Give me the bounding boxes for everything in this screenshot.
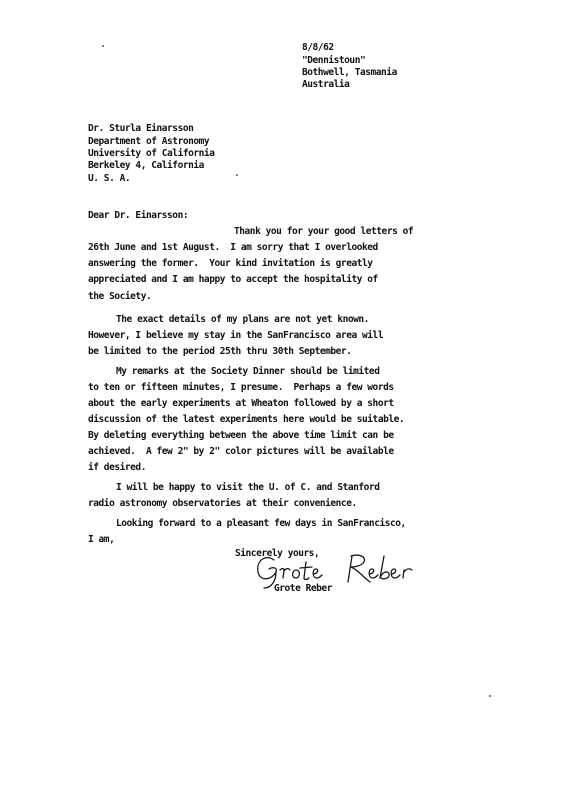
paragraph-1-line: appreciated and I am happy to accept the hospitality of — [88, 274, 378, 285]
paragraph-1-line: Thank you for your good letters of — [234, 226, 414, 237]
paragraph-1-line: 26th June and 1st August. I am sorry that I overlooked — [88, 242, 378, 253]
salutation: Dear Dr. Einarsson: — [88, 210, 189, 221]
paragraph-3-line: achieved. A few 2" by 2" color pictures will be available — [88, 446, 394, 457]
paragraph-1-line: answering the former. Your kind invitation is greatly — [88, 258, 373, 269]
paragraph-3-line: By deleting everything between the above time limit can be — [88, 430, 394, 441]
paragraph-2-line: be limited to the period 25th thru 30th September. — [88, 346, 352, 357]
paragraph-2-line: The exact details of my plans are not yet known. — [116, 314, 369, 325]
paragraph-3-line: about the early experiments at Wheaton followed by a short — [88, 398, 394, 409]
scan-speck — [489, 695, 491, 697]
paragraph-3-line: discussion of the latest experiments here would be suitable. — [88, 414, 405, 425]
recipient-university: University of California — [88, 148, 215, 159]
sender-house-name: "Dennistoun" — [302, 55, 366, 66]
recipient-department: Department of Astronomy — [88, 136, 210, 147]
letter-date: 8/8/62 — [302, 42, 334, 53]
paragraph-3-line: to ten or fifteen minutes, I presume. Perhaps a few words — [88, 382, 394, 393]
recipient-name: Dr. Sturla Einarsson — [88, 123, 194, 134]
typed-signature-name: Grote Reber — [274, 583, 332, 594]
complimentary-close: Sincerely yours, — [235, 548, 320, 559]
paragraph-2-line: However, I believe my stay in the SanFrancisco area will — [88, 330, 384, 341]
paragraph-1-line: the Society. — [88, 291, 152, 302]
paragraph-5-line: Looking forward to a pleasant few days in SanFrancisco, — [116, 518, 406, 529]
paragraph-3-line: if desired. — [88, 462, 146, 473]
paragraph-5-line: I am, — [88, 534, 115, 545]
sender-country: Australia — [302, 79, 350, 90]
recipient-country: U. S. A. — [88, 173, 131, 184]
scan-speck — [236, 174, 238, 176]
scan-speck — [102, 45, 104, 47]
paragraph-3-line: My remarks at the Society Dinner should be limited — [116, 366, 380, 377]
sender-town: Bothwell, Tasmania — [302, 67, 397, 78]
recipient-city: Berkeley 4, California — [88, 160, 204, 171]
paragraph-4-line: I will be happy to visit the U. of C. and Stanford — [116, 482, 380, 493]
paragraph-4-line: radio astronomy observatories at their convenience. — [88, 498, 357, 509]
